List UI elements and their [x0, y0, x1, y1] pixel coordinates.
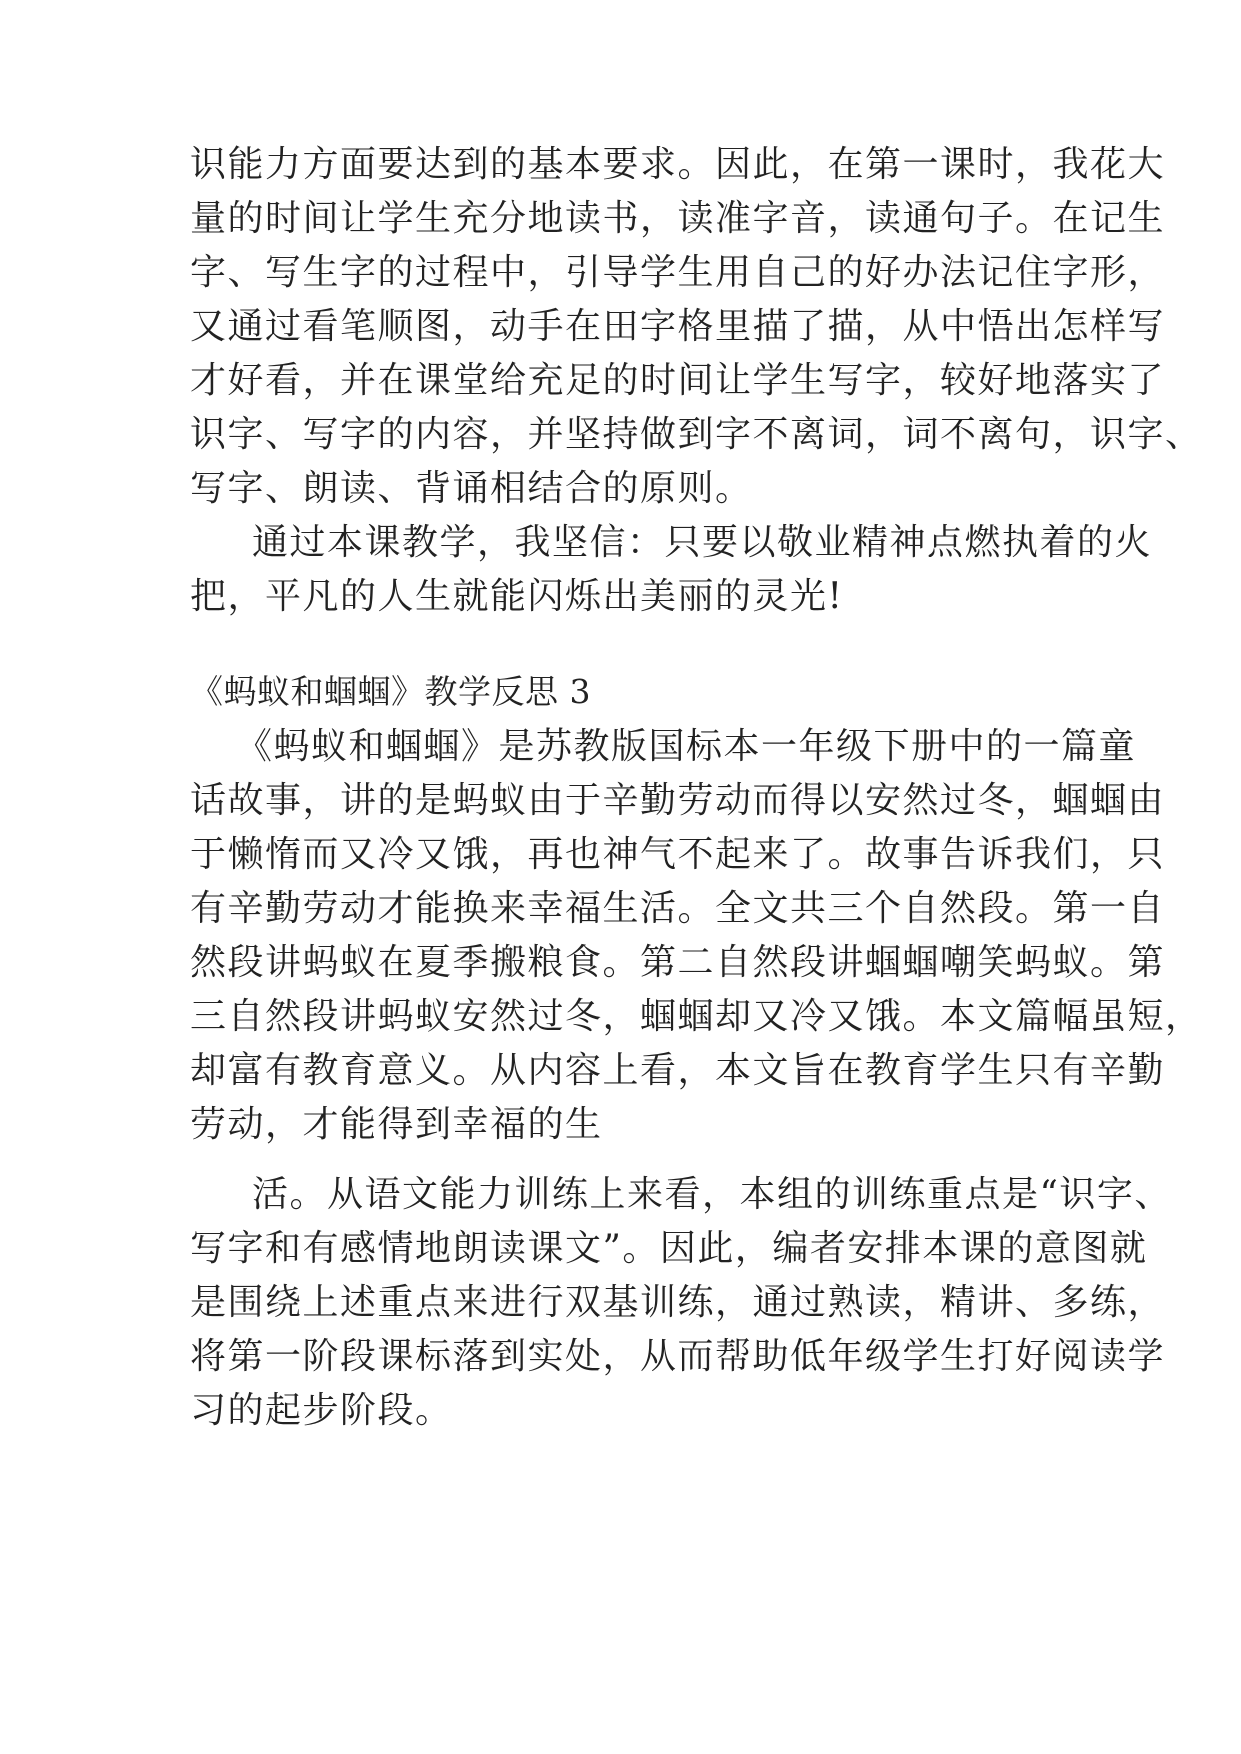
- text-line: 三自然段讲蚂蚁安然过冬，蝈蝈却又冷又饿。本文篇幅虽短，: [190, 997, 1203, 1037]
- text-line: 识能力方面要达到的基本要求。因此，在第一课时，我花大: [190, 145, 1166, 185]
- text-line: 又通过看笔顺图，动手在田字格里描了描，从中悟出怎样写: [190, 307, 1166, 347]
- text-line: 却富有教育意义。从内容上看，本文旨在教育学生只有辛勤: [190, 1051, 1166, 1091]
- text-line: 才好看，并在课堂给充足的时间让学生写字，较好地落实了: [190, 361, 1166, 401]
- section-heading: 《蚂蚁和蝈蝈》教学反思 3: [190, 672, 591, 711]
- text-line: 习的起步阶段。: [190, 1391, 453, 1431]
- text-line: 量的时间让学生充分地读书，读准字音，读通句子。在记生: [190, 199, 1166, 239]
- text-line: 识字、写字的内容，并坚持做到字不离词，词不离句，识字、: [190, 415, 1203, 455]
- text-line: 将第一阶段课标落到实处，从而帮助低年级学生打好阅读学: [190, 1337, 1166, 1377]
- text-line: 话故事，讲的是蚂蚁由于辛勤劳动而得以安然过冬，蝈蝈由: [190, 781, 1166, 821]
- text-line: 写字和有感情地朗读课文”。因此，编者安排本课的意图就: [190, 1229, 1148, 1269]
- text-line: 《蚂蚁和蝈蝈》是苏教版国标本一年级下册中的一篇童: [236, 727, 1137, 767]
- text-line: 写字、朗读、背诵相结合的原则。: [190, 469, 753, 509]
- text-line: 活。从语文能力训练上来看，本组的训练重点是“识字、: [252, 1175, 1172, 1215]
- text-line: 字、写生字的过程中，引导学生用自己的好办法记住字形，: [190, 253, 1166, 293]
- text-line: 劳动，才能得到幸福的生: [190, 1105, 603, 1145]
- text-line: 于懒惰而又冷又饿，再也神气不起来了。故事告诉我们，只: [190, 835, 1166, 875]
- text-line: 把，平凡的人生就能闪烁出美丽的灵光!: [190, 577, 844, 617]
- text-line: 是围绕上述重点来进行双基训练，通过熟读，精讲、多练，: [190, 1283, 1166, 1323]
- text-line: 通过本课教学，我坚信：只要以敬业精神点燃执着的火: [252, 523, 1153, 563]
- text-line: 然段讲蚂蚁在夏季搬粮食。第二自然段讲蝈蝈嘲笑蚂蚁。第: [190, 943, 1166, 983]
- text-line: 有辛勤劳动才能换来幸福生活。全文共三个自然段。第一自: [190, 889, 1166, 929]
